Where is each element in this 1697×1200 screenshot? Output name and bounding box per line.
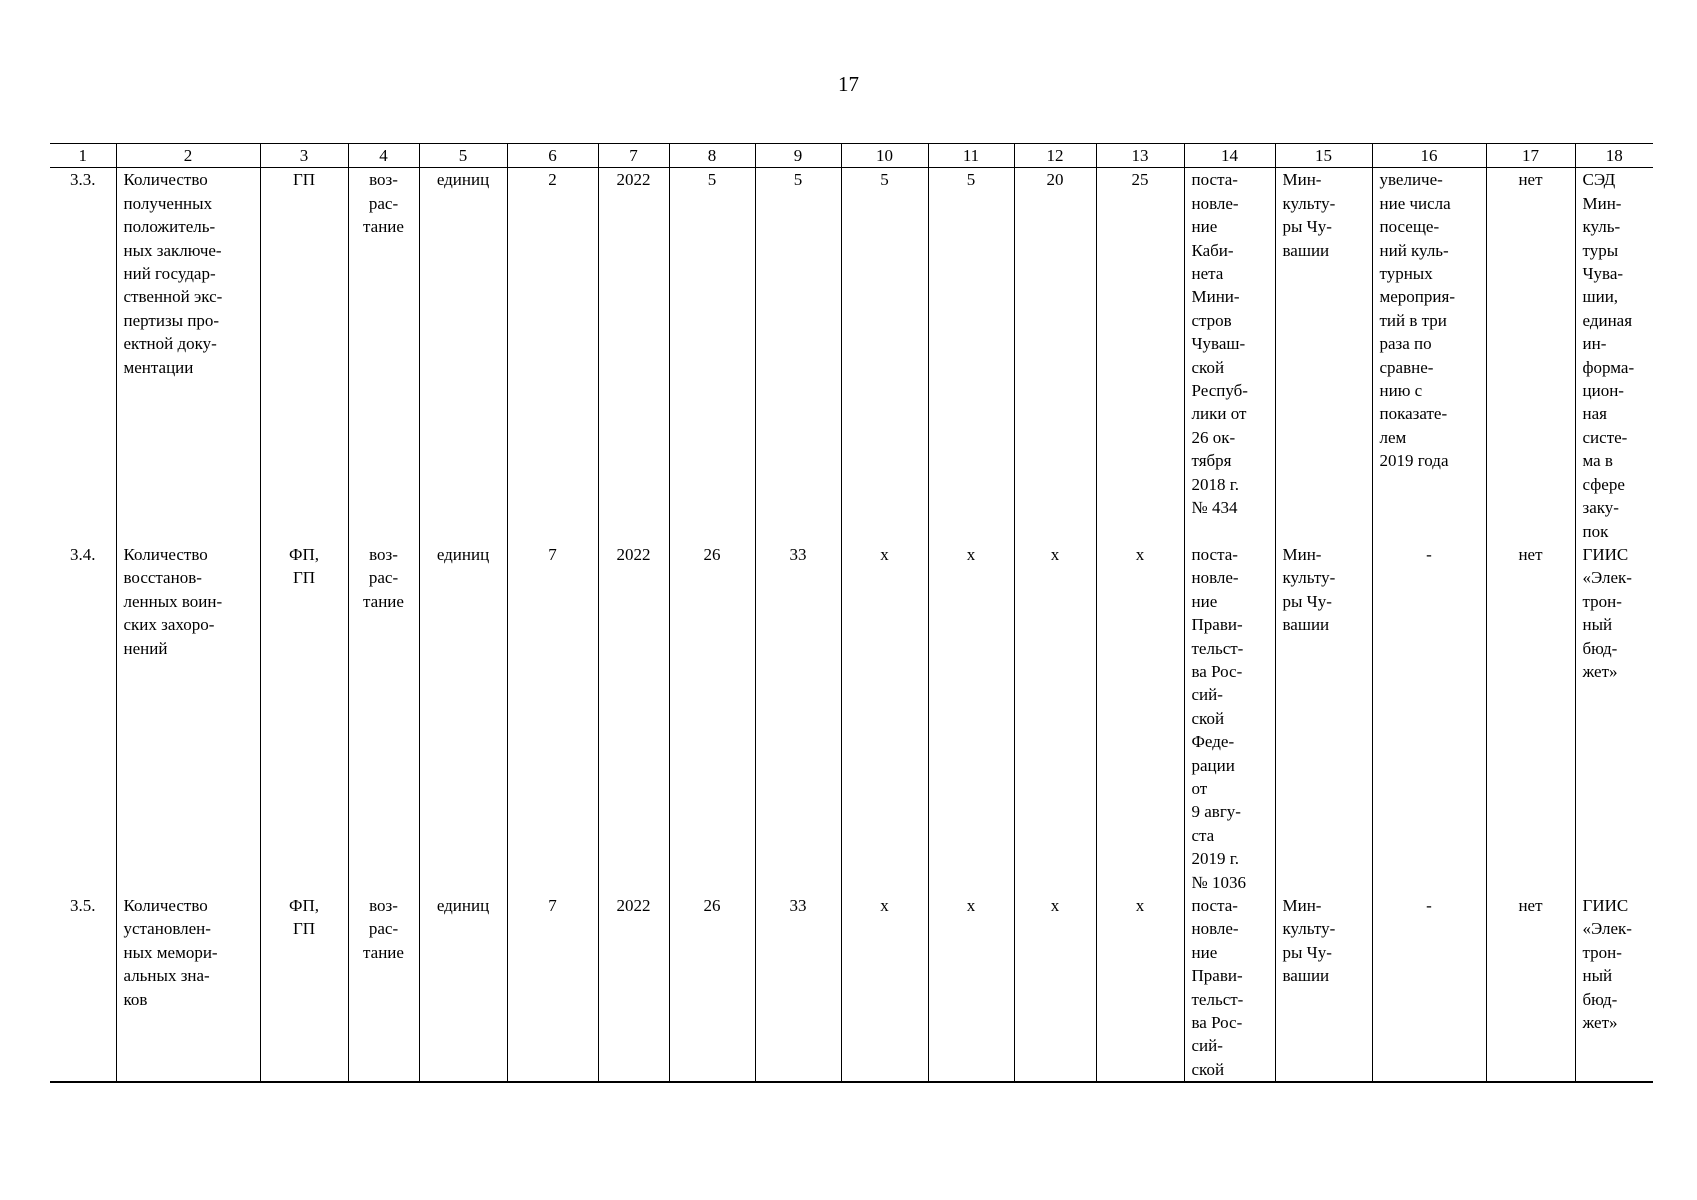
row-number: 3.5. (50, 894, 116, 1082)
column-header: 13 (1096, 144, 1184, 168)
value-cell: х (841, 543, 928, 894)
indicators-table (50, 143, 1653, 1083)
expected-result: увеличе- ние числа посеще- ний куль- турных мероприя- тий в три раза по сравне- нию с показате- лем 2019 года (1372, 168, 1486, 543)
expected-result: - (1372, 543, 1486, 894)
value-cell: 20 (1014, 168, 1096, 543)
information-system: ГИИС «Элек- трон- ный бюд- жет» (1575, 543, 1653, 894)
column-header: 17 (1486, 144, 1575, 168)
table-row (50, 168, 1653, 543)
value-cell: 5 (755, 168, 841, 543)
column-header: 5 (419, 144, 507, 168)
column-header: 8 (669, 144, 755, 168)
value-cell: х (1096, 543, 1184, 894)
column-header: 4 (348, 144, 419, 168)
unit: единиц (419, 543, 507, 894)
column-header: 18 (1575, 144, 1653, 168)
column-header: 1 (50, 144, 116, 168)
base-value: 2 (507, 168, 598, 543)
value-cell: 5 (928, 168, 1014, 543)
indicator-name: Количество восстанов- ленных воин- ских захоро- нений (116, 543, 260, 894)
row-number: 3.3. (50, 168, 116, 543)
indicator-name: Количество установлен- ных мемори- альных зна- ков (116, 894, 260, 1082)
value-cell: х (928, 543, 1014, 894)
flag-cell: нет (1486, 543, 1575, 894)
unit: единиц (419, 168, 507, 543)
column-header: 9 (755, 144, 841, 168)
flag-cell: нет (1486, 168, 1575, 543)
indicator-name: Количество полученных положитель- ных заключе- ний государ- ственной экс- пертизы про- ектной доку- ментации (116, 168, 260, 543)
value-cell: 25 (1096, 168, 1184, 543)
responsible-body: Мин- культу- ры Чу- вашии (1275, 894, 1372, 1082)
table-row (50, 894, 1653, 1082)
column-header: 3 (260, 144, 348, 168)
trend: воз- рас- тание (348, 168, 419, 543)
column-header: 12 (1014, 144, 1096, 168)
program-type: ФП, ГП (260, 894, 348, 1082)
program-type: ГП (260, 168, 348, 543)
responsible-body: Мин- культу- ры Чу- вашии (1275, 168, 1372, 543)
value-cell: х (1014, 543, 1096, 894)
base-year: 2022 (598, 894, 669, 1082)
value-cell: х (1014, 894, 1096, 1082)
expected-result: - (1372, 894, 1486, 1082)
information-system: СЭД Мин- куль- туры Чува- шии, единая ин- форма- цион- ная систе- ма в сфере заку- пок (1575, 168, 1653, 543)
base-value: 7 (507, 543, 598, 894)
column-header: 2 (116, 144, 260, 168)
value-cell: 5 (669, 168, 755, 543)
legal-basis: поста- новле- ние Каби- нета Мини- стров Чуваш- ской Респуб- лики от 26 ок- тября 2018 г. № 434 (1184, 168, 1275, 543)
base-value: 7 (507, 894, 598, 1082)
table-header-row (50, 144, 1653, 168)
column-header: 14 (1184, 144, 1275, 168)
program-type: ФП, ГП (260, 543, 348, 894)
trend: воз- рас- тание (348, 894, 419, 1082)
column-header: 16 (1372, 144, 1486, 168)
column-header: 15 (1275, 144, 1372, 168)
trend: воз- рас- тание (348, 543, 419, 894)
column-header: 11 (928, 144, 1014, 168)
flag-cell: нет (1486, 894, 1575, 1082)
value-cell: 26 (669, 894, 755, 1082)
responsible-body: Мин- культу- ры Чу- вашии (1275, 543, 1372, 894)
legal-basis: поста- новле- ние Прави- тельст- ва Рос- сий- ской (1184, 894, 1275, 1082)
page-number: 17 (838, 72, 859, 96)
value-cell: 5 (841, 168, 928, 543)
information-system: ГИИС «Элек- трон- ный бюд- жет» (1575, 894, 1653, 1082)
value-cell: х (1096, 894, 1184, 1082)
value-cell: 26 (669, 543, 755, 894)
value-cell: 33 (755, 543, 841, 894)
value-cell: х (928, 894, 1014, 1082)
base-year: 2022 (598, 543, 669, 894)
value-cell: х (841, 894, 928, 1082)
column-header: 10 (841, 144, 928, 168)
value-cell: 33 (755, 894, 841, 1082)
column-header: 6 (507, 144, 598, 168)
column-header: 7 (598, 144, 669, 168)
row-number: 3.4. (50, 543, 116, 894)
base-year: 2022 (598, 168, 669, 543)
legal-basis: поста- новле- ние Прави- тельст- ва Рос- сий- ской Феде- рации от 9 авгу- ста 2019 г. № 1036 (1184, 543, 1275, 894)
table-row (50, 543, 1653, 894)
unit: единиц (419, 894, 507, 1082)
